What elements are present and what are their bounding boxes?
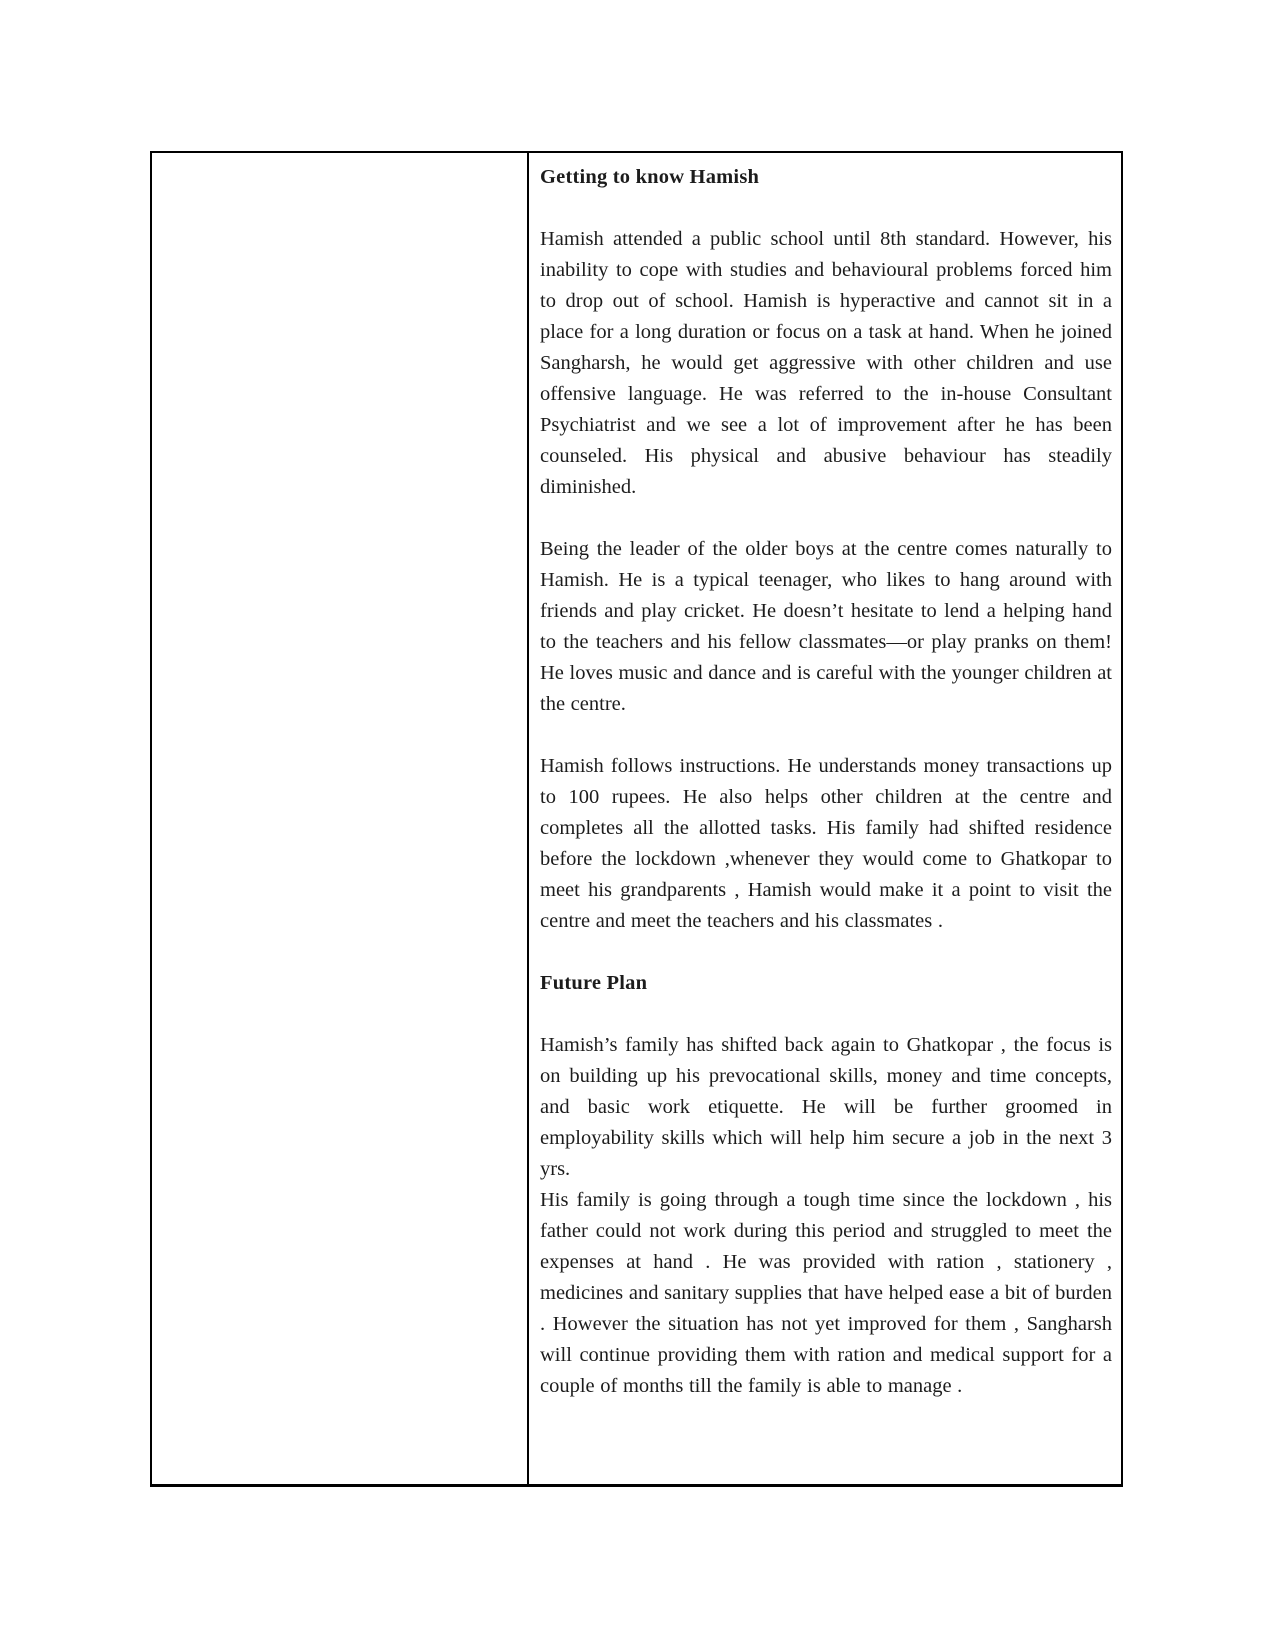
paragraph-skills-family: Hamish follows instructions. He understands money transactions up to 100 rupees. He also helps other children at the centre and completes all the allotted tasks. His family had shifted residence before the lockdown ,whenever they would come to Ghatkopar to meet his grandparents , Hamish would make it a point to visit the centre and meet the teachers and his classmates .: [540, 755, 1112, 932]
paragraph-family-situation: His family is going through a tough time since the lockdown , his father could not work during this period and struggled to meet the expenses at hand . He was provided with ration , stationery , medicines and sanitary supplies that have helped ease a bit of burden . However the situation has not yet improved for them , Sangharsh will continue providing them with ration and medical support for a couple of months till the family is able to manage .: [540, 1189, 1112, 1397]
profile-table: [150, 151, 1123, 1487]
profile-text-cell: [529, 153, 1121, 1484]
section-heading-future-plan: Future Plan: [540, 972, 648, 994]
section-heading-getting-to-know-hamish: Getting to know Hamish: [540, 166, 760, 188]
empty-photo-cell: [152, 153, 529, 1484]
paragraph-school-background: Hamish attended a public school until 8th standard. However, his inability to cope with studies and behavioural problems forced him to drop out of school. Hamish is hyperactive and cannot sit in a place for a long duration or focus on a task at hand. When he joined Sangharsh, he would get aggressive with other children and use offensive language. He was referred to the in-house Consultant Psychiatrist and we see a lot of improvement after he has been counseled. His physical and abusive behaviour has steadily diminished.: [540, 228, 1112, 498]
paragraph-future-plan: Hamish’s family has shifted back again to Ghatkopar , the focus is on building up his prevocational skills, money and time concepts, and basic work etiquette. He will be further groomed in employability skills which will help him secure a job in the next 3 yrs.: [540, 1034, 1112, 1180]
paragraph-personality: Being the leader of the older boys at the centre comes naturally to Hamish. He is a typical teenager, who likes to hang around with friends and play cricket. He doesn’t hesitate to lend a helping hand to the teachers and his fellow classmates—or play pranks on them! He loves music and dance and is careful with the younger children at the centre.: [540, 538, 1112, 715]
